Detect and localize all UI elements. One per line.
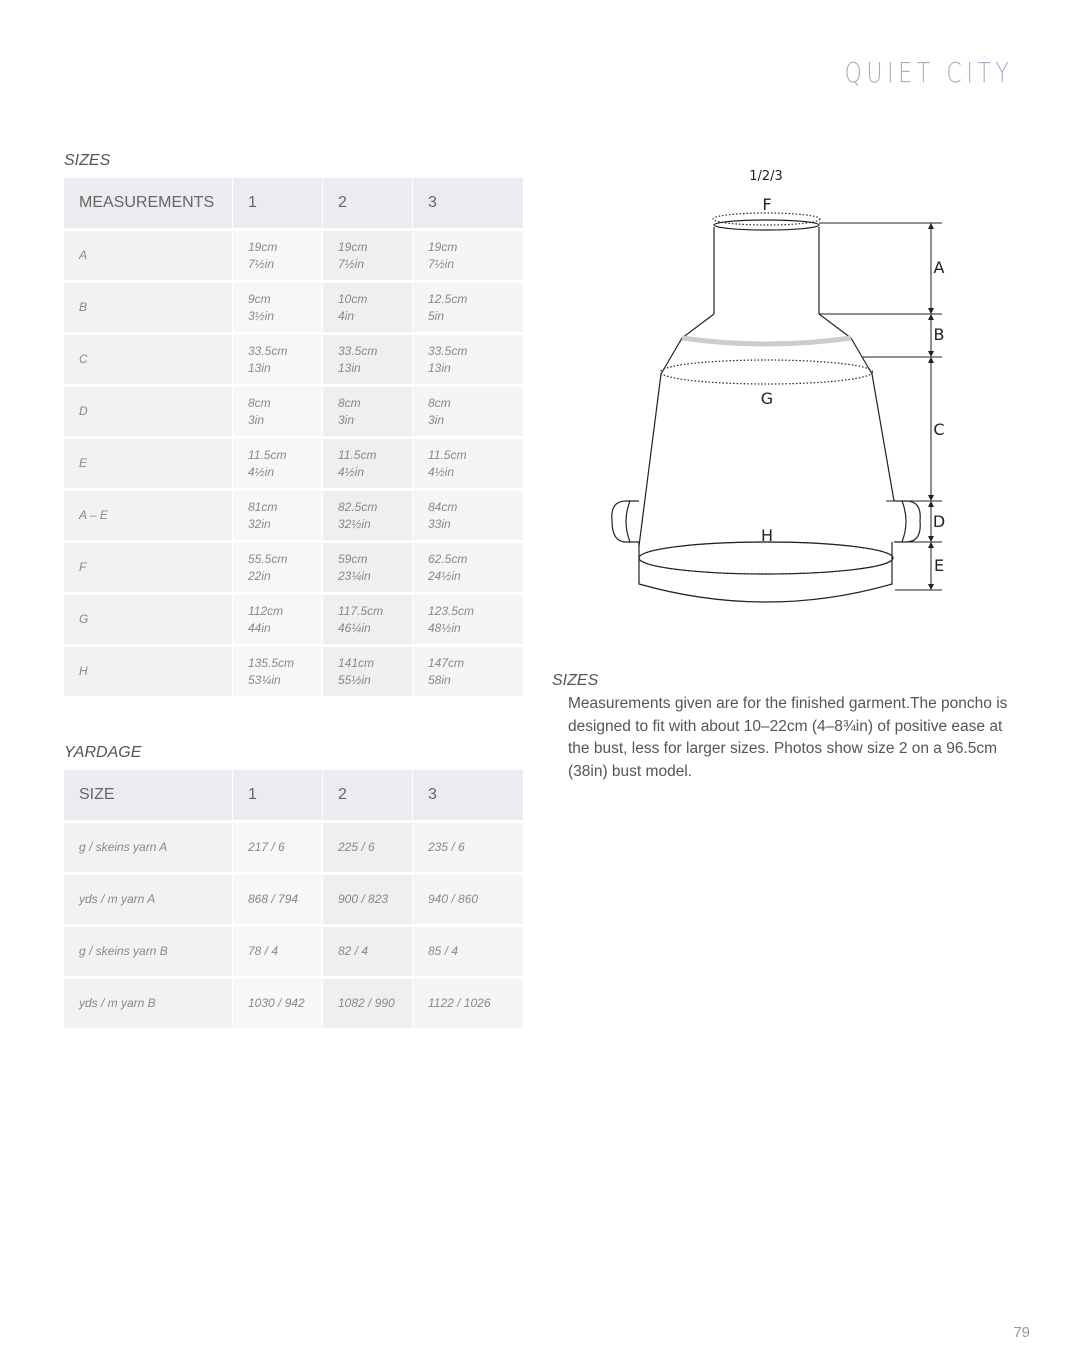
imperial-value: 13in (248, 360, 271, 375)
imperial-value: 4½in (248, 464, 275, 479)
letter-d: D (932, 512, 946, 531)
brand-title: QUIET CITY (845, 56, 1014, 89)
table-row (64, 595, 524, 647)
value-cell: 940 / 860 (413, 875, 524, 927)
poncho-schematic (600, 160, 970, 620)
header-size-1: 1 (233, 178, 323, 231)
metric-value: 59cm (338, 551, 368, 566)
metric-value: 62.5cm (428, 551, 468, 566)
value-cell (323, 335, 413, 387)
metric-value: 55.5cm (248, 551, 288, 566)
metric-value: 10cm (338, 291, 368, 306)
value-cell: 225 / 6 (323, 823, 413, 875)
metric-value: 11.5cm (248, 447, 287, 462)
value-cell (413, 595, 524, 647)
header-size-2: 2 (323, 178, 413, 231)
value-cell (323, 387, 413, 439)
value-cell (413, 231, 524, 283)
imperial-value: 58in (428, 672, 451, 687)
letter-e: E (933, 556, 945, 575)
imperial-value: 4in (338, 308, 355, 323)
value-cell (233, 543, 323, 595)
header-size: SIZE (64, 770, 233, 823)
value-cell (413, 647, 524, 699)
metric-value: 82.5cm (338, 499, 378, 514)
table-row (64, 875, 524, 927)
value-cell (233, 283, 323, 335)
imperial-value: 3in (428, 412, 445, 427)
row-label: H (64, 647, 233, 699)
value-cell (413, 543, 524, 595)
metric-value: 81cm (248, 499, 278, 514)
imperial-value: 48½in (428, 620, 461, 635)
imperial-value: 13in (428, 360, 451, 375)
imperial-value: 32in (248, 516, 271, 531)
metric-value: 11.5cm (338, 447, 377, 462)
imperial-value: 22in (248, 568, 271, 583)
metric-value: 33.5cm (338, 343, 378, 358)
row-label: B (64, 283, 233, 335)
metric-value: 9cm (248, 291, 271, 306)
imperial-value: 3in (338, 412, 355, 427)
header-size-3: 3 (413, 178, 524, 231)
imperial-value: 5in (428, 308, 445, 323)
measurements-table (64, 178, 524, 699)
value-cell (233, 439, 323, 491)
imperial-value: 32½in (338, 516, 371, 531)
imperial-value: 3in (248, 412, 265, 427)
row-label: yds / m yarn B (64, 979, 233, 1031)
imperial-value: 44in (248, 620, 271, 635)
value-cell (323, 439, 413, 491)
letter-c: C (933, 420, 945, 439)
value-cell (233, 335, 323, 387)
imperial-value: 7½in (338, 256, 365, 271)
row-label: g / skeins yarn A (64, 823, 233, 875)
value-cell (323, 543, 413, 595)
value-cell (413, 491, 524, 543)
metric-value: 123.5cm (428, 603, 475, 618)
header-size-1: 1 (233, 770, 323, 823)
imperial-value: 3½in (248, 308, 275, 323)
value-cell (233, 647, 323, 699)
metric-value: 135.5cm (248, 655, 295, 670)
row-label: A (64, 231, 233, 283)
letter-f: F (762, 195, 772, 214)
value-cell (233, 231, 323, 283)
row-label: A – E (64, 491, 233, 543)
notes-title: SIZES (552, 672, 599, 689)
value-cell: 1082 / 990 (323, 979, 413, 1031)
value-cell: 900 / 823 (323, 875, 413, 927)
row-label: g / skeins yarn B (64, 927, 233, 979)
yardage-table (64, 770, 524, 1031)
metric-value: 33.5cm (248, 343, 288, 358)
value-cell (233, 387, 323, 439)
row-label: G (64, 595, 233, 647)
metric-value: 8cm (248, 395, 271, 410)
metric-value: 19cm (428, 239, 458, 254)
table-row (64, 387, 524, 439)
imperial-value: 55½in (338, 672, 371, 687)
imperial-value: 46¼in (338, 620, 371, 635)
dimension-lines (819, 223, 945, 590)
value-cell (413, 335, 524, 387)
metric-value: 84cm (428, 499, 458, 514)
header-size-3: 3 (413, 770, 524, 823)
table-row (64, 927, 524, 979)
letter-h: H (760, 526, 774, 545)
imperial-value: 7½in (248, 256, 275, 271)
value-cell: 1122 / 1026 (413, 979, 524, 1031)
imperial-value: 4½in (428, 464, 455, 479)
table-row (64, 979, 524, 1031)
row-label: C (64, 335, 233, 387)
table-row (64, 647, 524, 699)
value-cell: 85 / 4 (413, 927, 524, 979)
yardage-section-title: YARDAGE (64, 744, 142, 761)
value-cell (323, 595, 413, 647)
imperial-value: 23¼in (338, 568, 371, 583)
metric-value: 33.5cm (428, 343, 468, 358)
value-cell: 868 / 794 (233, 875, 323, 927)
metric-value: 8cm (338, 395, 361, 410)
imperial-value: 24½in (428, 568, 461, 583)
value-cell: 217 / 6 (233, 823, 323, 875)
table-row (64, 335, 524, 387)
metric-value: 147cm (428, 655, 465, 670)
imperial-value: 33in (428, 516, 451, 531)
poncho-outline (612, 220, 920, 620)
page-number: 79 (1013, 1324, 1030, 1341)
letter-b: B (933, 325, 945, 344)
metric-value: 117.5cm (338, 603, 384, 618)
metric-value: 19cm (248, 239, 278, 254)
value-cell (323, 283, 413, 335)
table-row (64, 543, 524, 595)
value-cell: 235 / 6 (413, 823, 524, 875)
imperial-value: 4½in (338, 464, 365, 479)
metric-value: 11.5cm (428, 447, 467, 462)
imperial-value: 7½in (428, 256, 455, 271)
table-row (64, 231, 524, 283)
value-cell (413, 387, 524, 439)
sizes-section-title: SIZES (64, 152, 111, 169)
value-cell (413, 439, 524, 491)
value-cell: 82 / 4 (323, 927, 413, 979)
letter-g: G (760, 389, 774, 408)
table-header-row (64, 770, 524, 823)
value-cell: 78 / 4 (233, 927, 323, 979)
value-cell (323, 231, 413, 283)
metric-value: 112cm (248, 603, 284, 618)
table-header-row (64, 178, 524, 231)
value-cell (233, 595, 323, 647)
table-row (64, 823, 524, 875)
table-row (64, 439, 524, 491)
letter-a: A (933, 258, 945, 277)
imperial-value: 13in (338, 360, 361, 375)
table-row (64, 283, 524, 335)
value-cell (233, 491, 323, 543)
size-label: 1/2/3 (749, 169, 783, 184)
notes-text: Measurements given are for the finished garment.The poncho is designed to fit with about 10–22cm (4–8¾in) of positive ease at the bust, less for larger sizes. Photos show size 2 on a 96.5cm (38in) bust model. (568, 695, 1008, 780)
value-cell (323, 491, 413, 543)
row-label: F (64, 543, 233, 595)
row-label: yds / m yarn A (64, 875, 233, 927)
metric-value: 19cm (338, 239, 368, 254)
value-cell (323, 647, 413, 699)
imperial-value: 53¼in (248, 672, 281, 687)
table-row (64, 491, 524, 543)
metric-value: 12.5cm (428, 291, 468, 306)
value-cell: 1030 / 942 (233, 979, 323, 1031)
header-measurements: MEASUREMENTS (64, 178, 233, 231)
metric-value: 141cm (338, 655, 375, 670)
row-label: D (64, 387, 233, 439)
header-size-2: 2 (323, 770, 413, 823)
value-cell (413, 283, 524, 335)
row-label: E (64, 439, 233, 491)
metric-value: 8cm (428, 395, 451, 410)
